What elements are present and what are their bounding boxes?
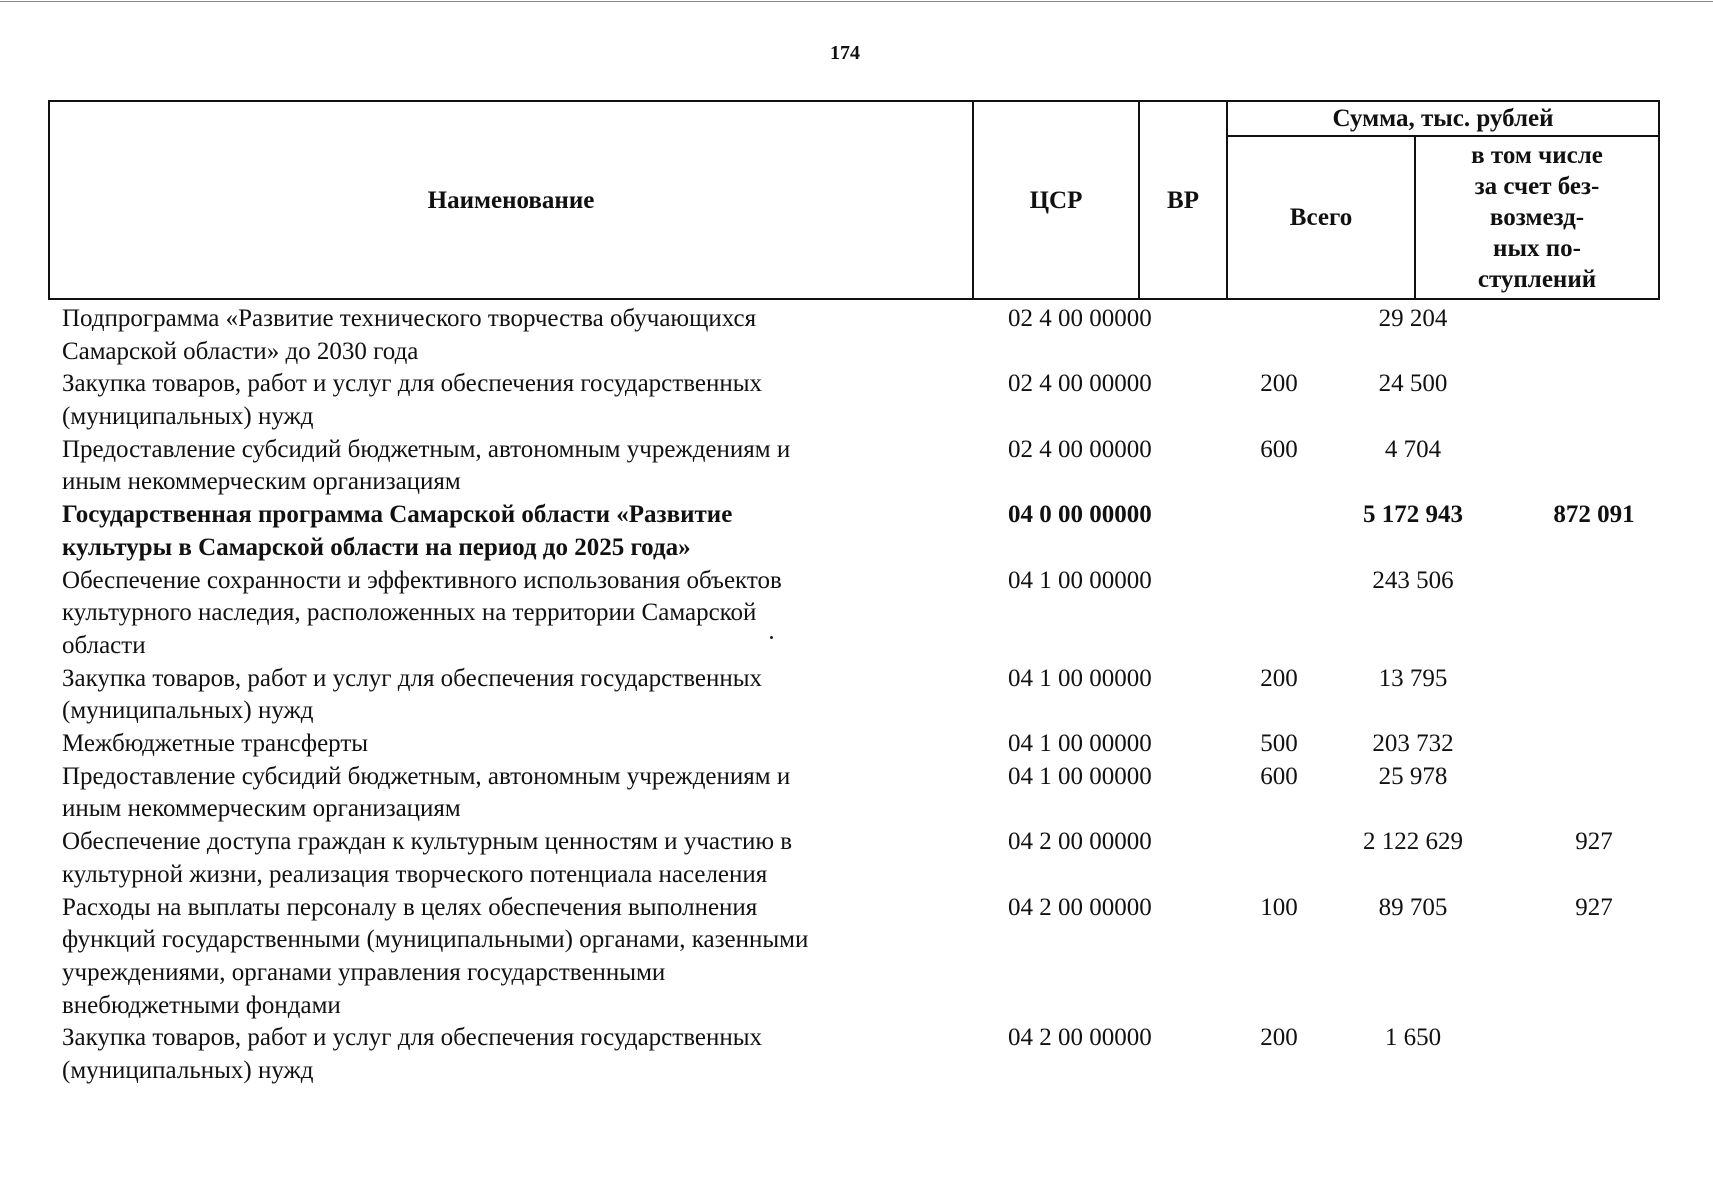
row-vr: 200 [1260, 664, 1298, 692]
row-name-line: (муниципальных) нужд [62, 1057, 314, 1085]
row-free: 927 [1575, 828, 1613, 856]
header-csr: ЦСР [1029, 186, 1083, 214]
row-name-line: Предоставление субсидий бюджетным, автономным учреждениям и [62, 435, 791, 463]
row-csr: 04 1 00 00000 [1008, 566, 1152, 594]
header-sum: Сумма, тыс. рублей [1332, 105, 1554, 132]
row-name [62, 663, 962, 728]
header-free-line: ных по- [1493, 235, 1581, 262]
row-name-line: Закупка товаров, работ и услуг для обеспечения государственных [62, 370, 763, 398]
row-name-line: Закупка товаров, работ и услуг для обеспечения государственных [62, 664, 763, 692]
table-row [48, 303, 1660, 368]
table-body [48, 303, 1660, 1088]
row-name-line: иным некоммерческим организациям [62, 468, 461, 496]
table-row [48, 826, 1660, 891]
page-top-rule [0, 1, 1713, 2]
row-name [62, 728, 962, 761]
row-name [62, 565, 962, 663]
row-name [62, 761, 962, 826]
row-total: 13 795 [1378, 664, 1448, 692]
row-name-line: иным некоммерческим организациям [62, 795, 461, 823]
row-name-line: Подпрограмма «Развитие технического творчества обучающихся [62, 305, 757, 332]
row-total: 24 500 [1378, 370, 1448, 398]
row-vr: 200 [1260, 1024, 1298, 1052]
row-vr: 200 [1260, 370, 1298, 398]
row-name [62, 303, 962, 368]
row-name [62, 368, 962, 433]
header-total: Всего [1289, 204, 1353, 231]
row-total: 29 204 [1378, 305, 1448, 332]
row-vr: 500 [1260, 730, 1298, 758]
row-total: 203 732 [1372, 730, 1454, 758]
row-csr: 04 1 00 00000 [1008, 664, 1152, 692]
row-name-line: области [62, 631, 146, 659]
header-free-line: за счет без- [1474, 173, 1600, 200]
table-row [48, 892, 1660, 1023]
row-total: 2 122 629 [1363, 828, 1463, 856]
row-name [62, 499, 962, 564]
row-vr: 600 [1260, 762, 1298, 790]
row-name-line: Обеспечение доступа граждан к культурным ценностям и участию в [62, 828, 793, 856]
row-vr: 100 [1260, 893, 1298, 921]
row-name-line: учреждениями, органами управления государственными [62, 958, 666, 986]
header-free-line: ступлений [1477, 266, 1597, 293]
row-csr: 04 1 00 00000 [1008, 762, 1152, 790]
header-name: Наименование [427, 186, 595, 214]
table-row [48, 761, 1660, 826]
header-free-line: возмезд- [1489, 204, 1585, 231]
row-csr: 04 2 00 00000 [1008, 1024, 1152, 1052]
row-csr: 02 4 00 00000 [1008, 305, 1152, 332]
row-csr: 02 4 00 00000 [1008, 370, 1152, 398]
row-name-line: Обеспечение сохранности и эффективного использования объектов [62, 566, 782, 594]
row-name-line: внебюджетными фондами [62, 991, 341, 1019]
row-total: 5 172 943 [1363, 501, 1463, 529]
row-vr: 600 [1260, 435, 1298, 463]
table-row [48, 663, 1660, 728]
row-name [62, 1022, 962, 1087]
table-row [48, 499, 1660, 564]
table-row [48, 1022, 1660, 1087]
row-name-line: Расходы на выплаты персоналу в целях обеспечения выполнения [62, 893, 758, 921]
row-name-line: (муниципальных) нужд [62, 403, 314, 431]
row-free: 872 091 [1553, 501, 1635, 529]
table-row [48, 728, 1660, 761]
row-csr: 04 2 00 00000 [1008, 828, 1152, 856]
row-free: 927 [1575, 893, 1613, 921]
row-name-line: культуры в Самарской области на период до 2025 года» [62, 533, 691, 561]
table-row [48, 434, 1660, 499]
row-total: 25 978 [1378, 762, 1448, 790]
row-name [62, 434, 962, 499]
row-name-line: Предоставление субсидий бюджетным, автономным учреждениям и [62, 762, 791, 790]
header-vr: ВР [1167, 186, 1199, 214]
row-total: 243 506 [1372, 566, 1454, 594]
table-header [48, 100, 1660, 300]
row-name-line: функций государственными (муниципальными) органами, казенными [62, 926, 809, 954]
row-name-line: (муниципальных) нужд [62, 697, 314, 725]
row-csr: 04 0 00 00000 [1008, 501, 1152, 529]
header-free [1416, 137, 1658, 298]
row-name-line: Межбюджетные трансферты [62, 730, 369, 758]
table-row [48, 565, 1660, 663]
row-csr: 04 2 00 00000 [1008, 893, 1152, 921]
row-csr: 02 4 00 00000 [1008, 435, 1152, 463]
row-name-line: Государственная программа Самарской области «Развитие [62, 501, 733, 529]
row-total: 89 705 [1378, 893, 1448, 921]
row-name-line: культурной жизни, реализация творческого потенциала населения [62, 860, 768, 888]
row-name [62, 892, 962, 1023]
row-name-line: культурного наследия, расположенных на территории Самарской [62, 599, 757, 627]
row-csr: 04 1 00 00000 [1008, 730, 1152, 758]
page-number: 174 [830, 42, 860, 64]
row-name-line: Закупка товаров, работ и услуг для обеспечения государственных [62, 1024, 763, 1052]
table-row [48, 368, 1660, 433]
row-name [62, 826, 962, 891]
header-free-line: в том числе [1471, 142, 1603, 169]
scan-speck [770, 636, 773, 639]
row-name-line: Самарской области» до 2030 года [62, 337, 419, 365]
row-total: 1 650 [1384, 1024, 1442, 1052]
row-total: 4 704 [1384, 435, 1442, 463]
